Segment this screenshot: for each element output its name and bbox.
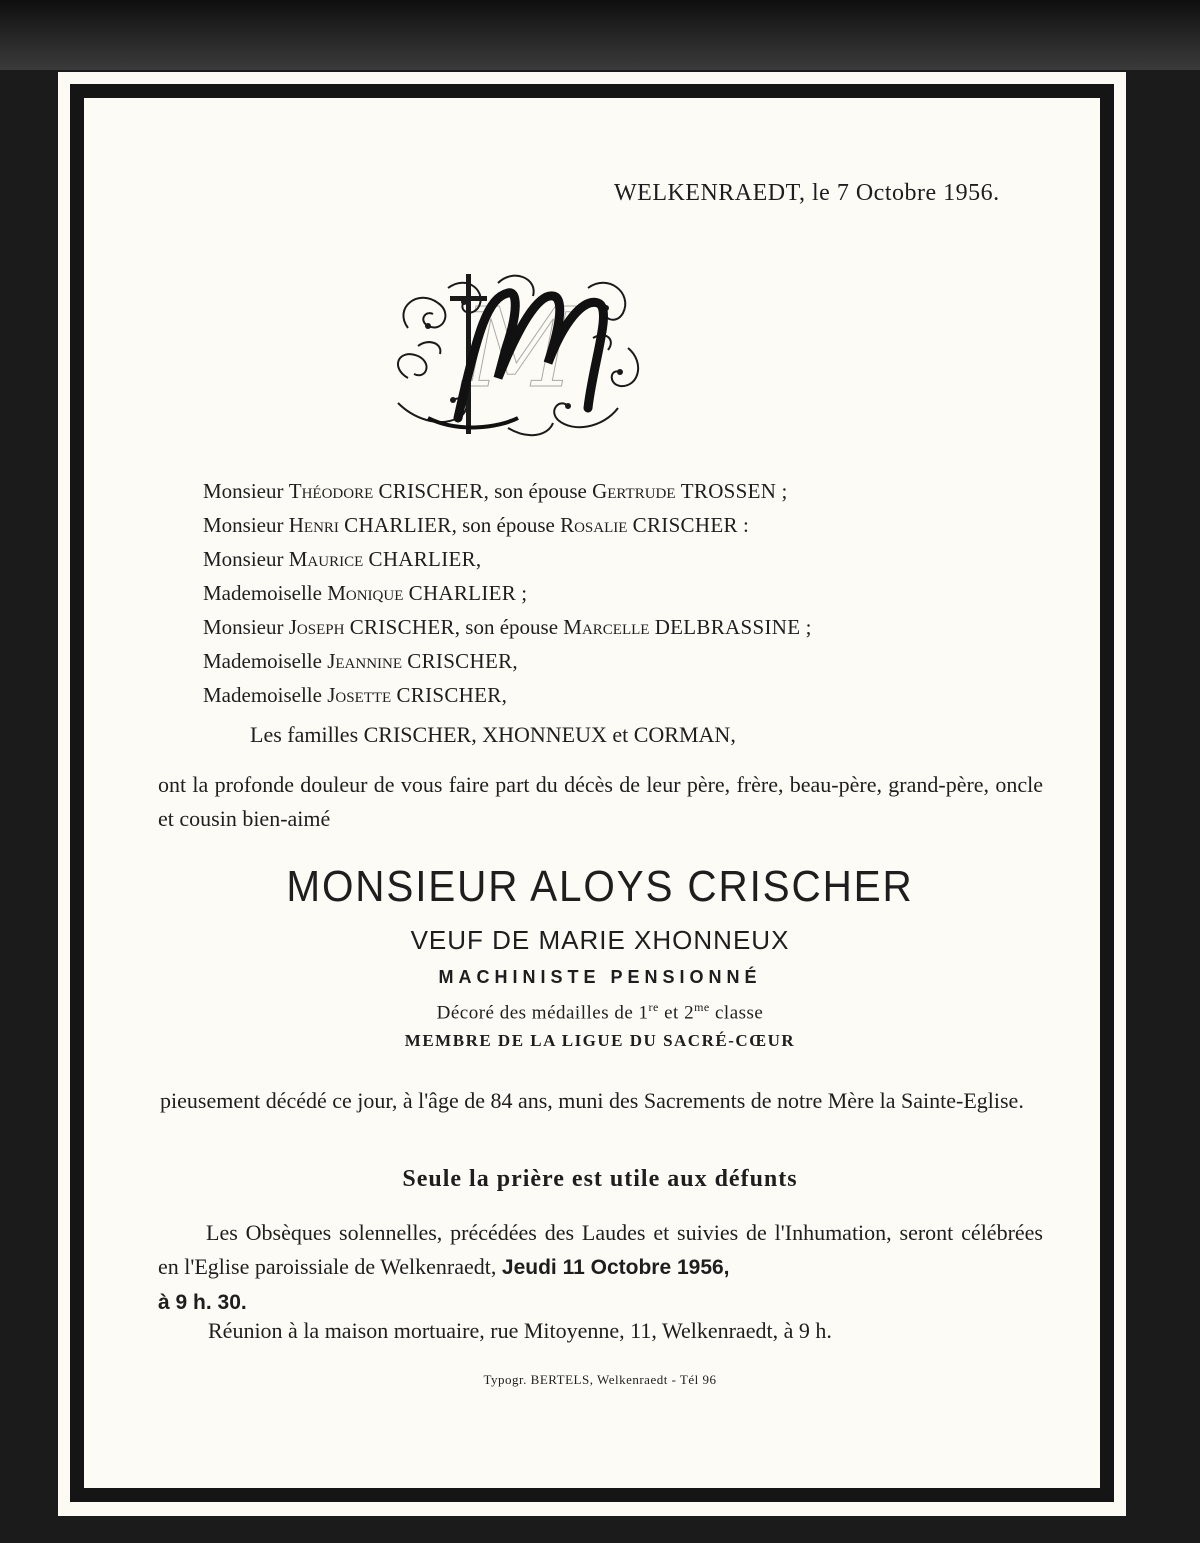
mourner-line-7: Mademoiselle Josette CRISCHER, <box>203 683 507 707</box>
monogram-letter: M <box>462 284 576 412</box>
funeral-paragraph: Les Obsèques solennelles, précédées des Laudes et suivies de l'Inhumation, seront célébrées en l'Eglise paroissiale de Welkenraedt, Jeudi 11 Octobre 1956, à 9 h. 30. <box>158 1220 1043 1314</box>
mourner-line-4: Mademoiselle Monique CHARLIER ; <box>203 581 528 605</box>
passing-text: pieusement décédé ce jour, à l'âge de 84 ans, muni des Sacrements de notre Mère la Sainte-Eglise. <box>160 1088 1024 1113</box>
mourner-line-3: Monsieur Maurice CHARLIER, <box>203 547 482 571</box>
widow-of-line: VEUF DE MARIE XHONNEUX <box>410 925 790 955</box>
printer-credit: Typogr. BERTELS, Welkenraedt - Tél 96 <box>483 1372 717 1387</box>
deceased-name: MONSIEUR ALOYS CRISCHER <box>286 862 914 911</box>
occupation-line: MACHINISTE PENSIONNÉ <box>438 967 762 987</box>
cross-monogram-icon <box>388 268 650 442</box>
date-line: WELKENRAEDT, le 7 Octobre 1956. <box>614 180 1000 206</box>
mourner-line-6: Mademoiselle Jeannine CRISCHER, <box>203 649 518 673</box>
scan-background <box>0 0 1200 70</box>
families-line: Les familles CRISCHER, XHONNEUX et CORMAN, <box>250 722 736 747</box>
mourner-line-2: Monsieur Henri CHARLIER, son épouse Rosalie CRISCHER : <box>203 513 749 537</box>
announcement-text: ont la profonde douleur de vous faire part du décès de leur père, frère, beau-père, grand-père, oncle et cousin bien-aimé <box>158 772 1043 831</box>
funeral-time: à 9 h. 30. <box>158 1291 247 1314</box>
meeting-line: Réunion à la maison mortuaire, rue Mitoyenne, 11, Welkenraedt, à 9 h. <box>208 1318 832 1343</box>
mourner-line-5: Monsieur Joseph CRISCHER, son épouse Marcelle DELBRASSINE ; <box>203 615 812 639</box>
funeral-date: Jeudi 11 Octobre 1956, <box>501 1256 730 1279</box>
prayer-heading: Seule la prière est utile aux défunts <box>402 1166 798 1192</box>
medals-line: Décoré des médailles de 1re et $2^{me}$ classe <box>436 1000 764 1024</box>
mourner-line-1: Monsieur Théodore CRISCHER, son épouse Gertrude TROSSEN ; <box>203 479 788 503</box>
league-membership-line: MEMBRE DE LA LIGUE DU SACRÉ-CŒUR <box>404 1031 796 1050</box>
